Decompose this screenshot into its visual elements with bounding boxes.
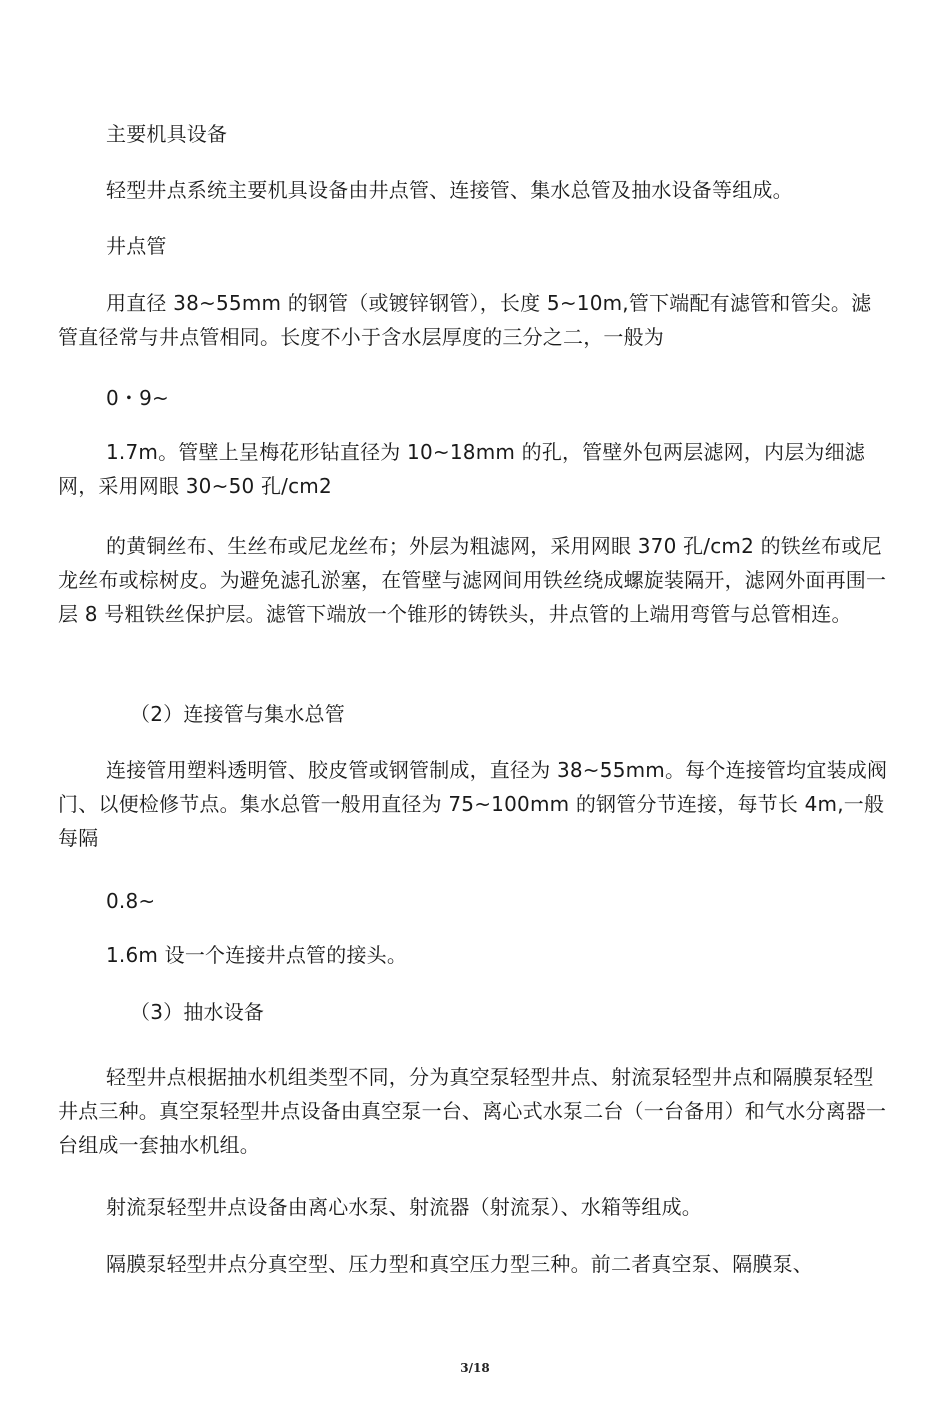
heading-main-equipment: 主要机具设备 <box>106 122 228 146</box>
heading-pumping-equipment: （3）抽水设备 <box>130 1000 265 1024</box>
paragraph-joint: 1.6m 设一个连接井点管的接头。 <box>106 943 408 967</box>
paragraph-filter-mesh: 的黄铜丝布、生丝布或尼龙丝布；外层为粗滤网，采用网眼 370 孔/cm2 的铁丝布或尼龙丝布或棕树皮。为避免滤孔淤塞，在管壁与滤网间用铁丝绕成螺旋装隔开，滤网外面再围一层 8 号粗铁丝保护层。滤管下端放一个锥形的铸铁头，井点管的上端用弯管与总管相连。 <box>58 534 887 626</box>
paragraph-pump-types: 轻型井点根据抽水机组类型不同，分为真空泵轻型井点、射流泵轻型井点和隔膜泵轻型井点三种。真空泵轻型井点设备由真空泵一台、离心式水泵二台（一台备用）和气水分离器一台组成一套抽水机组。 <box>58 1065 887 1157</box>
paragraph-system-composition: 轻型井点系统主要机具设备由井点管、连接管、集水总管及抽水设备等组成。 <box>106 178 793 202</box>
paragraph-jet-pump: 射流泵轻型井点设备由离心水泵、射流器（射流泵）、水箱等组成。 <box>106 1195 702 1219</box>
heading-connecting-pipe: （2）连接管与集水总管 <box>130 702 345 726</box>
paragraph-well-point-pipe-spec: 用直径 38~55mm 的钢管（或镀锌钢管），长度 5~10m,管下端配有滤管和管尖。滤管直径常与井点管相同。长度不小于含水层厚度的三分之二，一般为 <box>58 291 872 349</box>
paragraph-diaphragm-pump: 隔膜泵轻型井点分真空型、压力型和真空压力型三种。前二者真空泵、隔膜泵、 <box>106 1252 813 1276</box>
heading-well-point-pipe: 井点管 <box>106 234 167 258</box>
paragraph-connecting-pipe-spec: 连接管用塑料透明管、胶皮管或钢管制成，直径为 38~55mm。每个连接管均宜装成阀门、以便检修节点。集水总管一般用直径为 75~100mm 的钢管分节连接，每节长 4m,一般每隔 <box>58 758 888 850</box>
paragraph-range-start: 0・9~ <box>106 386 170 410</box>
paragraph-pipe-wall-holes: 1.7m。管壁上呈梅花形钻直径为 10~18mm 的孔，管壁外包两层滤网，内层为细滤网，采用网眼 30~50 孔/cm2 <box>58 440 866 498</box>
paragraph-spacing-start: 0.8~ <box>106 889 156 913</box>
page-number: 3/18 <box>460 1361 490 1375</box>
